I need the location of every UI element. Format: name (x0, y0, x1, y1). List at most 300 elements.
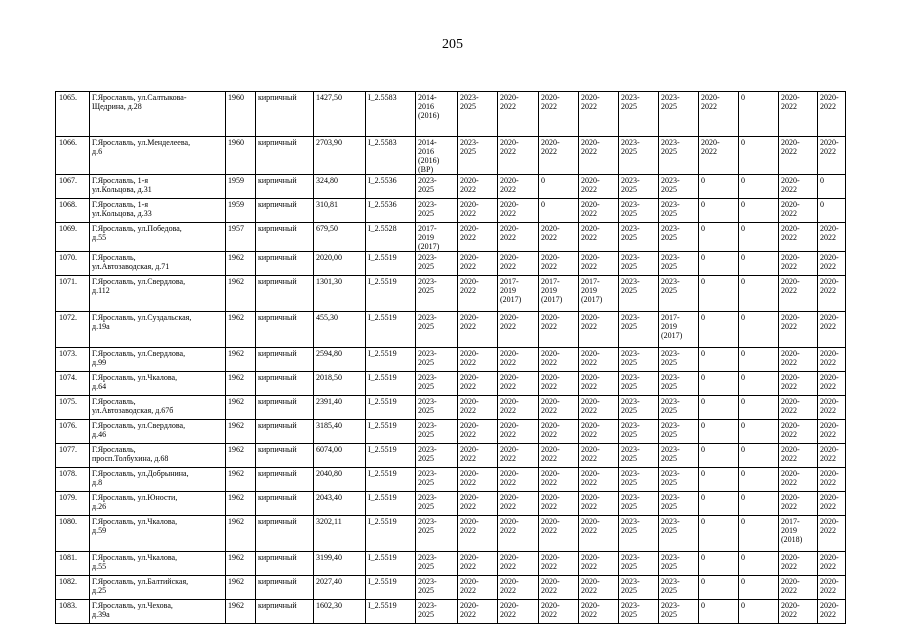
period-col-10: 2020- 2022 (779, 444, 818, 468)
period-col-2: 2020- 2022 (458, 223, 498, 252)
period-col-9: 0 (739, 175, 779, 199)
floor-area: 6074,00 (314, 444, 366, 468)
period-col-3: 2020- 2022 (498, 372, 539, 396)
period-col-5: 2020- 2022 (579, 312, 619, 348)
series-code: I_2.5519 (366, 516, 416, 552)
build-year: 1962 (226, 492, 256, 516)
period-col-5: 2020- 2022 (579, 396, 619, 420)
period-col-6: 2023- 2025 (619, 252, 659, 276)
period-col-7: 2023- 2025 (659, 223, 699, 252)
period-col-5: 2017- 2019 (2017) (579, 276, 619, 312)
table-row (56, 175, 846, 199)
period-col-3: 2020- 2022 (498, 468, 539, 492)
wall-material: кирпичный (256, 348, 314, 372)
row-number: 1075. (56, 396, 90, 420)
row-number: 1067. (56, 175, 90, 199)
address: Г.Ярославль, ул.Чехова, д.39а (90, 600, 226, 624)
period-col-2: 2020- 2022 (458, 516, 498, 552)
series-code: I_2.5528 (366, 223, 416, 252)
period-col-10: 2020- 2022 (779, 276, 818, 312)
wall-material: кирпичный (256, 92, 314, 137)
period-col-3: 2020- 2022 (498, 492, 539, 516)
period-col-9: 0 (739, 372, 779, 396)
period-col-2: 2020- 2022 (458, 396, 498, 420)
build-year: 1962 (226, 372, 256, 396)
row-number: 1074. (56, 372, 90, 396)
period-col-10: 2020- 2022 (779, 372, 818, 396)
row-number: 1082. (56, 576, 90, 600)
table-row (56, 444, 846, 468)
row-number: 1068. (56, 199, 90, 223)
period-col-7: 2023- 2025 (659, 92, 699, 137)
series-code: I_2.5519 (366, 492, 416, 516)
table-row (56, 92, 846, 137)
period-col-10: 2020- 2022 (779, 252, 818, 276)
floor-area: 2040,80 (314, 468, 366, 492)
period-col-2: 2023- 2025 (458, 92, 498, 137)
period-col-7: 2023- 2025 (659, 175, 699, 199)
floor-area: 1301,30 (314, 276, 366, 312)
period-col-9: 0 (739, 420, 779, 444)
period-col-3: 2020- 2022 (498, 444, 539, 468)
wall-material: кирпичный (256, 576, 314, 600)
build-year: 1962 (226, 312, 256, 348)
build-year: 1962 (226, 252, 256, 276)
period-col-11: 2020- 2022 (818, 276, 846, 312)
floor-area: 2391,40 (314, 396, 366, 420)
period-col-2: 2020- 2022 (458, 276, 498, 312)
floor-area: 2020,00 (314, 252, 366, 276)
period-col-10: 2020- 2022 (779, 312, 818, 348)
address: Г.Ярославль, ул.Свердлова, д.46 (90, 420, 226, 444)
period-col-9: 0 (739, 600, 779, 624)
period-col-4: 2020- 2022 (539, 552, 579, 576)
period-col-4: 2017- 2019 (2017) (539, 276, 579, 312)
period-col-10: 2020- 2022 (779, 552, 818, 576)
table-row (56, 552, 846, 576)
period-col-2: 2020- 2022 (458, 372, 498, 396)
floor-area: 3202,11 (314, 516, 366, 552)
address: Г.Ярославль, ул.Юности, д.26 (90, 492, 226, 516)
row-number: 1072. (56, 312, 90, 348)
period-col-2: 2020- 2022 (458, 252, 498, 276)
series-code: I_2.5536 (366, 199, 416, 223)
row-number: 1066. (56, 137, 90, 175)
address: Г.Ярославль, 1-я ул.Кольцова, д.33 (90, 199, 226, 223)
period-col-6: 2023- 2025 (619, 576, 659, 600)
series-code: I_2.5519 (366, 600, 416, 624)
period-col-1: 2023- 2025 (416, 576, 458, 600)
floor-area: 2027,40 (314, 576, 366, 600)
period-col-4: 2020- 2022 (539, 312, 579, 348)
address: Г.Ярославль, ул.Свердлова, д.112 (90, 276, 226, 312)
build-year: 1962 (226, 468, 256, 492)
period-col-11: 2020- 2022 (818, 552, 846, 576)
period-col-9: 0 (739, 552, 779, 576)
period-col-2: 2020- 2022 (458, 552, 498, 576)
table-row (56, 199, 846, 223)
period-col-11: 2020- 2022 (818, 92, 846, 137)
row-number: 1073. (56, 348, 90, 372)
build-year: 1962 (226, 444, 256, 468)
period-col-1: 2023- 2025 (416, 252, 458, 276)
series-code: I_2.5519 (366, 348, 416, 372)
period-col-9: 0 (739, 276, 779, 312)
period-col-9: 0 (739, 468, 779, 492)
period-col-8: 0 (699, 468, 739, 492)
series-code: I_2.5519 (366, 396, 416, 420)
period-col-5: 2020- 2022 (579, 137, 619, 175)
address: Г.Ярославль, ул.Чкалова, д.64 (90, 372, 226, 396)
period-col-9: 0 (739, 137, 779, 175)
period-col-2: 2020- 2022 (458, 348, 498, 372)
period-col-6: 2023- 2025 (619, 199, 659, 223)
floor-area: 455,30 (314, 312, 366, 348)
period-col-6: 2023- 2025 (619, 516, 659, 552)
build-year: 1959 (226, 175, 256, 199)
period-col-3: 2020- 2022 (498, 252, 539, 276)
row-number: 1077. (56, 444, 90, 468)
floor-area: 1602,30 (314, 600, 366, 624)
period-col-11: 2020- 2022 (818, 348, 846, 372)
period-col-7: 2017- 2019 (2017) (659, 312, 699, 348)
period-col-11: 2020- 2022 (818, 396, 846, 420)
build-year: 1962 (226, 552, 256, 576)
period-col-6: 2023- 2025 (619, 175, 659, 199)
period-col-11: 2020- 2022 (818, 312, 846, 348)
period-col-3: 2020- 2022 (498, 223, 539, 252)
period-col-9: 0 (739, 396, 779, 420)
period-col-1: 2023- 2025 (416, 372, 458, 396)
address: Г.Ярославль, ул.Победова, д.55 (90, 223, 226, 252)
series-code: I_2.5536 (366, 175, 416, 199)
period-col-10: 2020- 2022 (779, 223, 818, 252)
row-number: 1080. (56, 516, 90, 552)
wall-material: кирпичный (256, 600, 314, 624)
period-col-8: 0 (699, 312, 739, 348)
period-col-11: 2020- 2022 (818, 444, 846, 468)
wall-material: кирпичный (256, 223, 314, 252)
floor-area: 2594,80 (314, 348, 366, 372)
build-year: 1959 (226, 199, 256, 223)
period-col-11: 0 (818, 175, 846, 199)
period-col-2: 2020- 2022 (458, 175, 498, 199)
address: Г.Ярославль, 1-я ул.Кольцова, д.31 (90, 175, 226, 199)
period-col-3: 2020- 2022 (498, 516, 539, 552)
wall-material: кирпичный (256, 276, 314, 312)
wall-material: кирпичный (256, 444, 314, 468)
period-col-7: 2023- 2025 (659, 444, 699, 468)
period-col-7: 2023- 2025 (659, 372, 699, 396)
wall-material: кирпичный (256, 420, 314, 444)
row-number: 1079. (56, 492, 90, 516)
series-code: I_2.5519 (366, 372, 416, 396)
period-col-4: 2020- 2022 (539, 492, 579, 516)
period-col-6: 2023- 2025 (619, 92, 659, 137)
address: Г.Ярославль, ул.Менделеева, д.6 (90, 137, 226, 175)
period-col-8: 0 (699, 276, 739, 312)
period-col-5: 2020- 2022 (579, 199, 619, 223)
period-col-4: 2020- 2022 (539, 348, 579, 372)
period-col-5: 2020- 2022 (579, 552, 619, 576)
period-col-10: 2017- 2019 (2018) (779, 516, 818, 552)
wall-material: кирпичный (256, 552, 314, 576)
build-year: 1957 (226, 223, 256, 252)
table-row (56, 420, 846, 444)
period-col-4: 0 (539, 199, 579, 223)
table-row (56, 600, 846, 624)
period-col-7: 2023- 2025 (659, 468, 699, 492)
period-col-11: 2020- 2022 (818, 137, 846, 175)
period-col-4: 2020- 2022 (539, 516, 579, 552)
period-col-4: 2020- 2022 (539, 468, 579, 492)
period-col-10: 2020- 2022 (779, 92, 818, 137)
floor-area: 2703,90 (314, 137, 366, 175)
period-col-7: 2023- 2025 (659, 492, 699, 516)
build-year: 1962 (226, 516, 256, 552)
period-col-8: 0 (699, 552, 739, 576)
floor-area: 2043,40 (314, 492, 366, 516)
period-col-8: 0 (699, 516, 739, 552)
period-col-9: 0 (739, 199, 779, 223)
period-col-3: 2020- 2022 (498, 92, 539, 137)
period-col-10: 2020- 2022 (779, 396, 818, 420)
period-col-3: 2020- 2022 (498, 199, 539, 223)
period-col-5: 2020- 2022 (579, 175, 619, 199)
period-col-5: 2020- 2022 (579, 468, 619, 492)
period-col-3: 2020- 2022 (498, 600, 539, 624)
build-year: 1962 (226, 396, 256, 420)
period-col-5: 2020- 2022 (579, 600, 619, 624)
period-col-6: 2023- 2025 (619, 137, 659, 175)
address: Г.Ярославль, ул.Чкалова, д.59 (90, 516, 226, 552)
table-row (56, 312, 846, 348)
address: Г.Ярославль, ул.Балтийская, д.25 (90, 576, 226, 600)
period-col-11: 2020- 2022 (818, 600, 846, 624)
floor-area: 3199,40 (314, 552, 366, 576)
period-col-1: 2014- 2016 (2016) (416, 92, 458, 137)
period-col-4: 2020- 2022 (539, 223, 579, 252)
period-col-8: 0 (699, 444, 739, 468)
period-col-5: 2020- 2022 (579, 372, 619, 396)
period-col-10: 2020- 2022 (779, 348, 818, 372)
period-col-11: 2020- 2022 (818, 252, 846, 276)
period-col-7: 2023- 2025 (659, 552, 699, 576)
address: Г.Ярославль, ул.Автозаводская, д.67б (90, 396, 226, 420)
build-year: 1960 (226, 137, 256, 175)
period-col-6: 2023- 2025 (619, 396, 659, 420)
period-col-9: 0 (739, 348, 779, 372)
period-col-5: 2020- 2022 (579, 223, 619, 252)
build-year: 1960 (226, 92, 256, 137)
period-col-3: 2020- 2022 (498, 175, 539, 199)
wall-material: кирпичный (256, 396, 314, 420)
period-col-1: 2023- 2025 (416, 600, 458, 624)
floor-area: 3185,40 (314, 420, 366, 444)
period-col-3: 2020- 2022 (498, 576, 539, 600)
wall-material: кирпичный (256, 312, 314, 348)
row-number: 1078. (56, 468, 90, 492)
table-row (56, 252, 846, 276)
floor-area: 2018,50 (314, 372, 366, 396)
wall-material: кирпичный (256, 175, 314, 199)
address: Г.Ярославль, просп.Толбухина, д.68 (90, 444, 226, 468)
period-col-1: 2023- 2025 (416, 552, 458, 576)
address: Г.Ярославль, ул.Автозаводская, д.71 (90, 252, 226, 276)
period-col-8: 0 (699, 492, 739, 516)
table-row (56, 276, 846, 312)
period-col-4: 2020- 2022 (539, 92, 579, 137)
period-col-5: 2020- 2022 (579, 492, 619, 516)
period-col-7: 2023- 2025 (659, 600, 699, 624)
period-col-7: 2023- 2025 (659, 348, 699, 372)
row-number: 1065. (56, 92, 90, 137)
row-number: 1071. (56, 276, 90, 312)
period-col-9: 0 (739, 516, 779, 552)
period-col-6: 2023- 2025 (619, 223, 659, 252)
period-col-6: 2023- 2025 (619, 468, 659, 492)
period-col-10: 2020- 2022 (779, 199, 818, 223)
period-col-5: 2020- 2022 (579, 444, 619, 468)
period-col-10: 2020- 2022 (779, 600, 818, 624)
wall-material: кирпичный (256, 252, 314, 276)
period-col-10: 2020- 2022 (779, 576, 818, 600)
address: Г.Ярославль, ул.Чкалова, д.55 (90, 552, 226, 576)
period-col-4: 0 (539, 175, 579, 199)
period-col-6: 2023- 2025 (619, 276, 659, 312)
series-code: I_2.5519 (366, 276, 416, 312)
table-row (56, 492, 846, 516)
period-col-4: 2020- 2022 (539, 444, 579, 468)
period-col-8: 0 (699, 576, 739, 600)
period-col-10: 2020- 2022 (779, 492, 818, 516)
build-year: 1962 (226, 600, 256, 624)
period-col-1: 2017- 2019 (2017) (416, 223, 458, 252)
series-code: I_2.5583 (366, 92, 416, 137)
period-col-11: 2020- 2022 (818, 576, 846, 600)
build-year: 1962 (226, 276, 256, 312)
build-year: 1962 (226, 420, 256, 444)
period-col-8: 0 (699, 199, 739, 223)
period-col-4: 2020- 2022 (539, 420, 579, 444)
address: Г.Ярославль, ул.Салтыкова- Щедрина, д.28 (90, 92, 226, 137)
period-col-10: 2020- 2022 (779, 137, 818, 175)
period-col-1: 2023- 2025 (416, 420, 458, 444)
period-col-1: 2023- 2025 (416, 492, 458, 516)
period-col-1: 2023- 2025 (416, 516, 458, 552)
period-col-6: 2023- 2025 (619, 492, 659, 516)
period-col-5: 2020- 2022 (579, 348, 619, 372)
period-col-7: 2023- 2025 (659, 137, 699, 175)
period-col-10: 2020- 2022 (779, 175, 818, 199)
table-row (56, 223, 846, 252)
table-body (56, 92, 846, 624)
row-number: 1083. (56, 600, 90, 624)
period-col-4: 2020- 2022 (539, 600, 579, 624)
period-col-2: 2020- 2022 (458, 420, 498, 444)
period-col-7: 2023- 2025 (659, 252, 699, 276)
period-col-7: 2023- 2025 (659, 516, 699, 552)
period-col-9: 0 (739, 492, 779, 516)
floor-area: 679,50 (314, 223, 366, 252)
period-col-11: 2020- 2022 (818, 420, 846, 444)
period-col-3: 2020- 2022 (498, 420, 539, 444)
period-col-9: 0 (739, 312, 779, 348)
period-col-1: 2023- 2025 (416, 396, 458, 420)
period-col-1: 2023- 2025 (416, 199, 458, 223)
period-col-9: 0 (739, 576, 779, 600)
period-col-2: 2020- 2022 (458, 312, 498, 348)
period-col-6: 2023- 2025 (619, 348, 659, 372)
period-col-2: 2020- 2022 (458, 444, 498, 468)
period-col-5: 2020- 2022 (579, 92, 619, 137)
period-col-11: 2020- 2022 (818, 516, 846, 552)
period-col-3: 2020- 2022 (498, 137, 539, 175)
period-col-7: 2023- 2025 (659, 199, 699, 223)
period-col-6: 2023- 2025 (619, 600, 659, 624)
period-col-8: 0 (699, 252, 739, 276)
period-col-7: 2023- 2025 (659, 420, 699, 444)
wall-material: кирпичный (256, 492, 314, 516)
period-col-6: 2023- 2025 (619, 444, 659, 468)
row-number: 1076. (56, 420, 90, 444)
period-col-3: 2017- 2019 (2017) (498, 276, 539, 312)
series-code: I_2.5519 (366, 576, 416, 600)
period-col-4: 2020- 2022 (539, 137, 579, 175)
period-col-7: 2023- 2025 (659, 396, 699, 420)
period-col-4: 2020- 2022 (539, 372, 579, 396)
floor-area: 324,80 (314, 175, 366, 199)
address: Г.Ярославль, ул.Свердлова, д.99 (90, 348, 226, 372)
period-col-2: 2020- 2022 (458, 576, 498, 600)
series-code: I_2.5583 (366, 137, 416, 175)
series-code: I_2.5519 (366, 552, 416, 576)
period-col-5: 2020- 2022 (579, 516, 619, 552)
period-col-7: 2023- 2025 (659, 576, 699, 600)
period-col-9: 0 (739, 92, 779, 137)
period-col-8: 0 (699, 600, 739, 624)
address: Г.Ярославль, ул.Добрынина, д.8 (90, 468, 226, 492)
period-col-6: 2023- 2025 (619, 372, 659, 396)
row-number: 1081. (56, 552, 90, 576)
period-col-2: 2020- 2022 (458, 492, 498, 516)
period-col-1: 2023- 2025 (416, 276, 458, 312)
series-code: I_2.5519 (366, 444, 416, 468)
period-col-4: 2020- 2022 (539, 576, 579, 600)
series-code: I_2.5519 (366, 468, 416, 492)
series-code: I_2.5519 (366, 252, 416, 276)
floor-area: 1427,50 (314, 92, 366, 137)
period-col-3: 2020- 2022 (498, 552, 539, 576)
period-col-8: 0 (699, 420, 739, 444)
period-col-6: 2023- 2025 (619, 552, 659, 576)
period-col-11: 2020- 2022 (818, 492, 846, 516)
period-col-4: 2020- 2022 (539, 396, 579, 420)
period-col-8: 2020- 2022 (699, 137, 739, 175)
table-row (56, 348, 846, 372)
period-col-11: 2020- 2022 (818, 223, 846, 252)
floor-area: 310,81 (314, 199, 366, 223)
row-number: 1069. (56, 223, 90, 252)
period-col-3: 2020- 2022 (498, 348, 539, 372)
period-col-8: 0 (699, 223, 739, 252)
wall-material: кирпичный (256, 516, 314, 552)
series-code: I_2.5519 (366, 312, 416, 348)
address: Г.Ярославль, ул.Суздальская, д.19а (90, 312, 226, 348)
period-col-9: 0 (739, 444, 779, 468)
series-code: I_2.5519 (366, 420, 416, 444)
period-col-1: 2023- 2025 (416, 175, 458, 199)
